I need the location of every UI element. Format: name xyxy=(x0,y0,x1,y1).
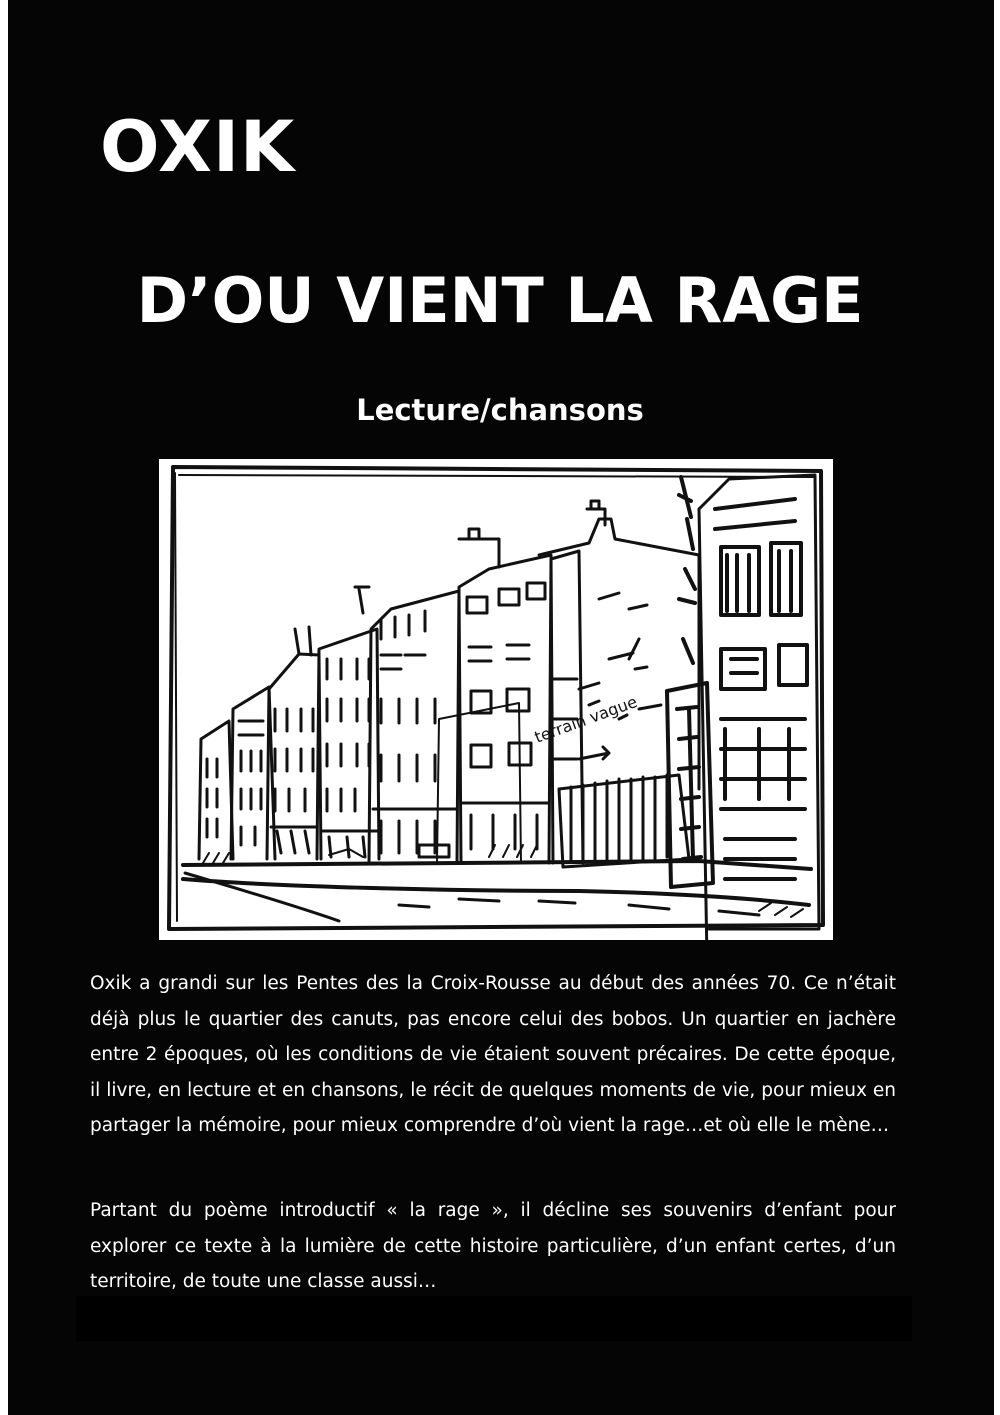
building-group-2 xyxy=(267,627,379,859)
sketch-caption: terrain vague xyxy=(531,692,640,747)
building-far-left xyxy=(199,687,275,859)
blank-wall xyxy=(539,501,699,789)
show-genre: Lecture/chansons xyxy=(356,393,644,427)
show-title: D’OU VIENT LA RAGE xyxy=(136,264,864,337)
artist-name: OXIK xyxy=(100,106,296,188)
street-sketch-illustration xyxy=(159,459,833,940)
description-paragraph-2: Partant du poème introductif « la rage », il décline ses souvenirs d’enfant pour explorer ce texte à la lumière de cette histoire particulière, d’un enfant certes, d’un territoire, de toute une classe aussi… xyxy=(90,1200,896,1292)
description-paragraph-1: Oxik a grandi sur les Pentes des la Croix-Rousse au début des années 70. Ce n’était déjà plus le quartier des canuts, pas encore celui des bobos. Un quartier en jachère entre 2 époques, où les conditions de vie étaient souvent précaires. De cette époque, il livre, en lecture et en chansons, le récit de quelques moments de vie, pour mieux en partager la mémoire, pour mieux comprendre d’où vient la rage…et où elle le mène… xyxy=(90,973,896,1136)
footer-bar xyxy=(76,1296,912,1341)
building-group-3 xyxy=(355,529,553,863)
street xyxy=(183,845,811,921)
